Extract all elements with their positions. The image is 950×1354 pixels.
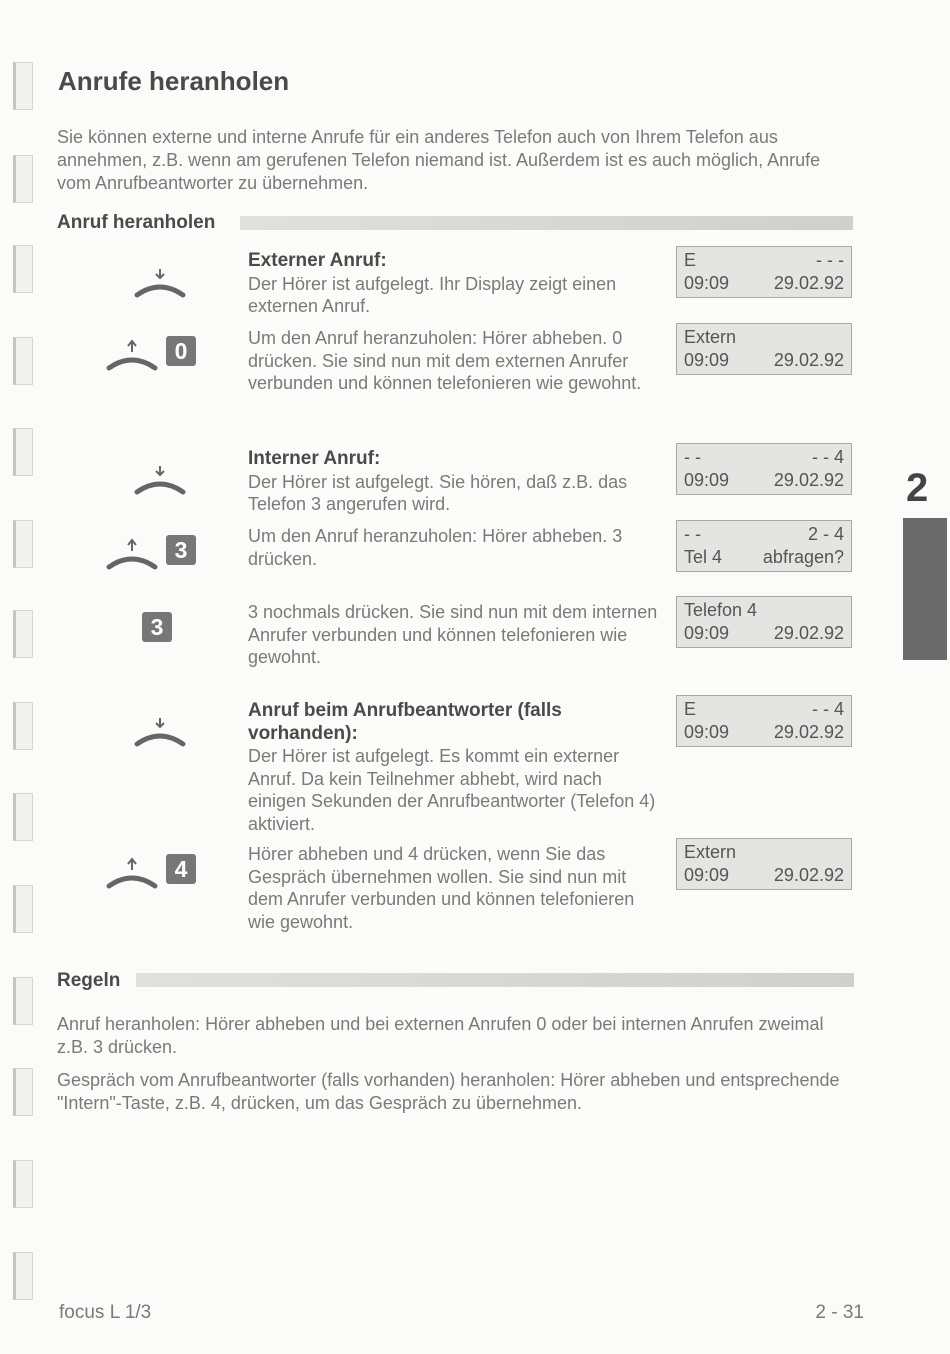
chapter-number: 2: [906, 466, 929, 510]
footer-product: focus L 1/3: [59, 1302, 152, 1323]
step-pick-up-internal: [248, 525, 658, 570]
step-text: Der Hörer ist aufgelegt. Sie hören, daß z.B. das Telefon 3 angerufen wird.: [248, 471, 628, 514]
intro-text: Sie können externe und interne Anrufe für ein anderes Telefon auch von Ihrem Telefon aus annehmen, z.B. wenn am gerufenen Telefon niemand ist. Außerdem ist es auch möglich, Anrufe vom Anrufbeantworter zu übernehmen.: [57, 127, 821, 193]
key-0: 0: [166, 336, 196, 366]
lcd-display: Extern 09:09 29.02.92: [676, 323, 852, 375]
lcd-display: Telefon 4 09:09 29.02.92: [676, 596, 852, 648]
lcd-display: E - - 4 09:09 29.02.92: [676, 695, 852, 747]
rule-text: Gespräch vom Anrufbeantworter (falls vorhanden) heranholen: Hörer abheben und entsprechende "Intern"-Taste, z.B. 4, drücken, um das Gespräch zu übernehmen.: [57, 1070, 840, 1113]
edge-mark: [13, 520, 33, 568]
lcd-display: - - 2 - 4 Tel 4 abfragen?: [676, 520, 852, 572]
edge-mark: [13, 1252, 33, 1300]
lift-handset-key-0: [106, 328, 196, 376]
edge-mark: [13, 1068, 33, 1116]
rule-text: Anruf heranholen: Hörer abheben und bei externen Anrufen 0 oder bei internen Anrufen zweimal z.B. 3 drücken.: [57, 1014, 824, 1057]
lcd-display: E - - - 09:09 29.02.92: [676, 246, 852, 298]
step-heading: Externer Anruf:: [248, 250, 387, 271]
key-4: 4: [166, 854, 196, 884]
key-3-again: 3: [142, 612, 172, 642]
edge-mark: [13, 62, 33, 110]
page-title: Anrufe heranholen: [58, 66, 290, 96]
lift-handset-key-4: [106, 846, 196, 894]
edge-mark: [13, 428, 33, 476]
step-text: Um den Anruf heranzuholen: Hörer abheben. 3 drücken.: [248, 526, 623, 569]
handset-lift-icon: [106, 537, 158, 571]
step-internal-call: [248, 448, 658, 516]
step-text: Hörer abheben und 4 drücken, wenn Sie das Gespräch übernehmen wollen. Sie sind nun mit dem Anrufer verbunden und können telefonieren wie gewohnt.: [248, 844, 635, 932]
edge-mark: [13, 610, 33, 658]
edge-mark: [13, 885, 33, 933]
step-text: 3 nochmals drücken. Sie sind nun mit dem internen Anrufer verbunden und können telefonieren wie gewohnt.: [248, 602, 658, 667]
edge-mark: [13, 793, 33, 841]
section-bar: [240, 216, 853, 230]
section-title-anruf-heranholen: Anruf heranholen: [57, 212, 216, 233]
section-title-regeln: Regeln: [57, 970, 121, 991]
step-external-call: [248, 250, 658, 318]
step-answering-machine: [248, 700, 658, 835]
key-3: 3: [166, 535, 196, 565]
handset-lift-icon: [106, 338, 158, 372]
edge-mark: [13, 155, 33, 203]
edge-mark: [13, 702, 33, 750]
page-number: 2 - 31: [815, 1302, 864, 1323]
handset-on-hook-icon: [106, 704, 196, 752]
lcd-display: Extern 09:09 29.02.92: [676, 838, 852, 890]
step-press-again: [248, 601, 658, 669]
lcd-display: - - - - 4 09:09 29.02.92: [676, 443, 852, 495]
handset-on-hook-icon: [106, 452, 196, 500]
edge-mark: [13, 1160, 33, 1208]
edge-mark: [13, 245, 33, 293]
step-text: Der Hörer ist aufgelegt. Es kommt ein externer Anruf. Da kein Teilnehmer abhebt, wird nach einigen Sekunden der Anrufbeantworter (Telefon 4) aktiviert.: [248, 746, 656, 834]
step-heading: Interner Anruf:: [248, 448, 381, 469]
handset-lift-icon: [106, 856, 158, 890]
chapter-tab: [903, 518, 947, 660]
section-bar: [136, 973, 854, 987]
step-take-over: [248, 843, 658, 933]
step-text: Der Hörer ist aufgelegt. Ihr Display zeigt einen externen Anruf.: [248, 273, 617, 316]
step-pick-up-external: [248, 327, 658, 395]
step-text: Um den Anruf heranzuholen: Hörer abheben. 0 drücken. Sie sind nun mit dem externen Anrufer verbunden und können telefonieren wie gewohnt.: [248, 328, 642, 393]
edge-mark: [13, 337, 33, 385]
handset-on-hook-icon: [106, 255, 196, 303]
edge-mark: [13, 977, 33, 1025]
step-heading: Anruf beim Anrufbeantworter (falls vorhanden):: [248, 700, 562, 744]
lift-handset-key-3: [106, 527, 196, 575]
